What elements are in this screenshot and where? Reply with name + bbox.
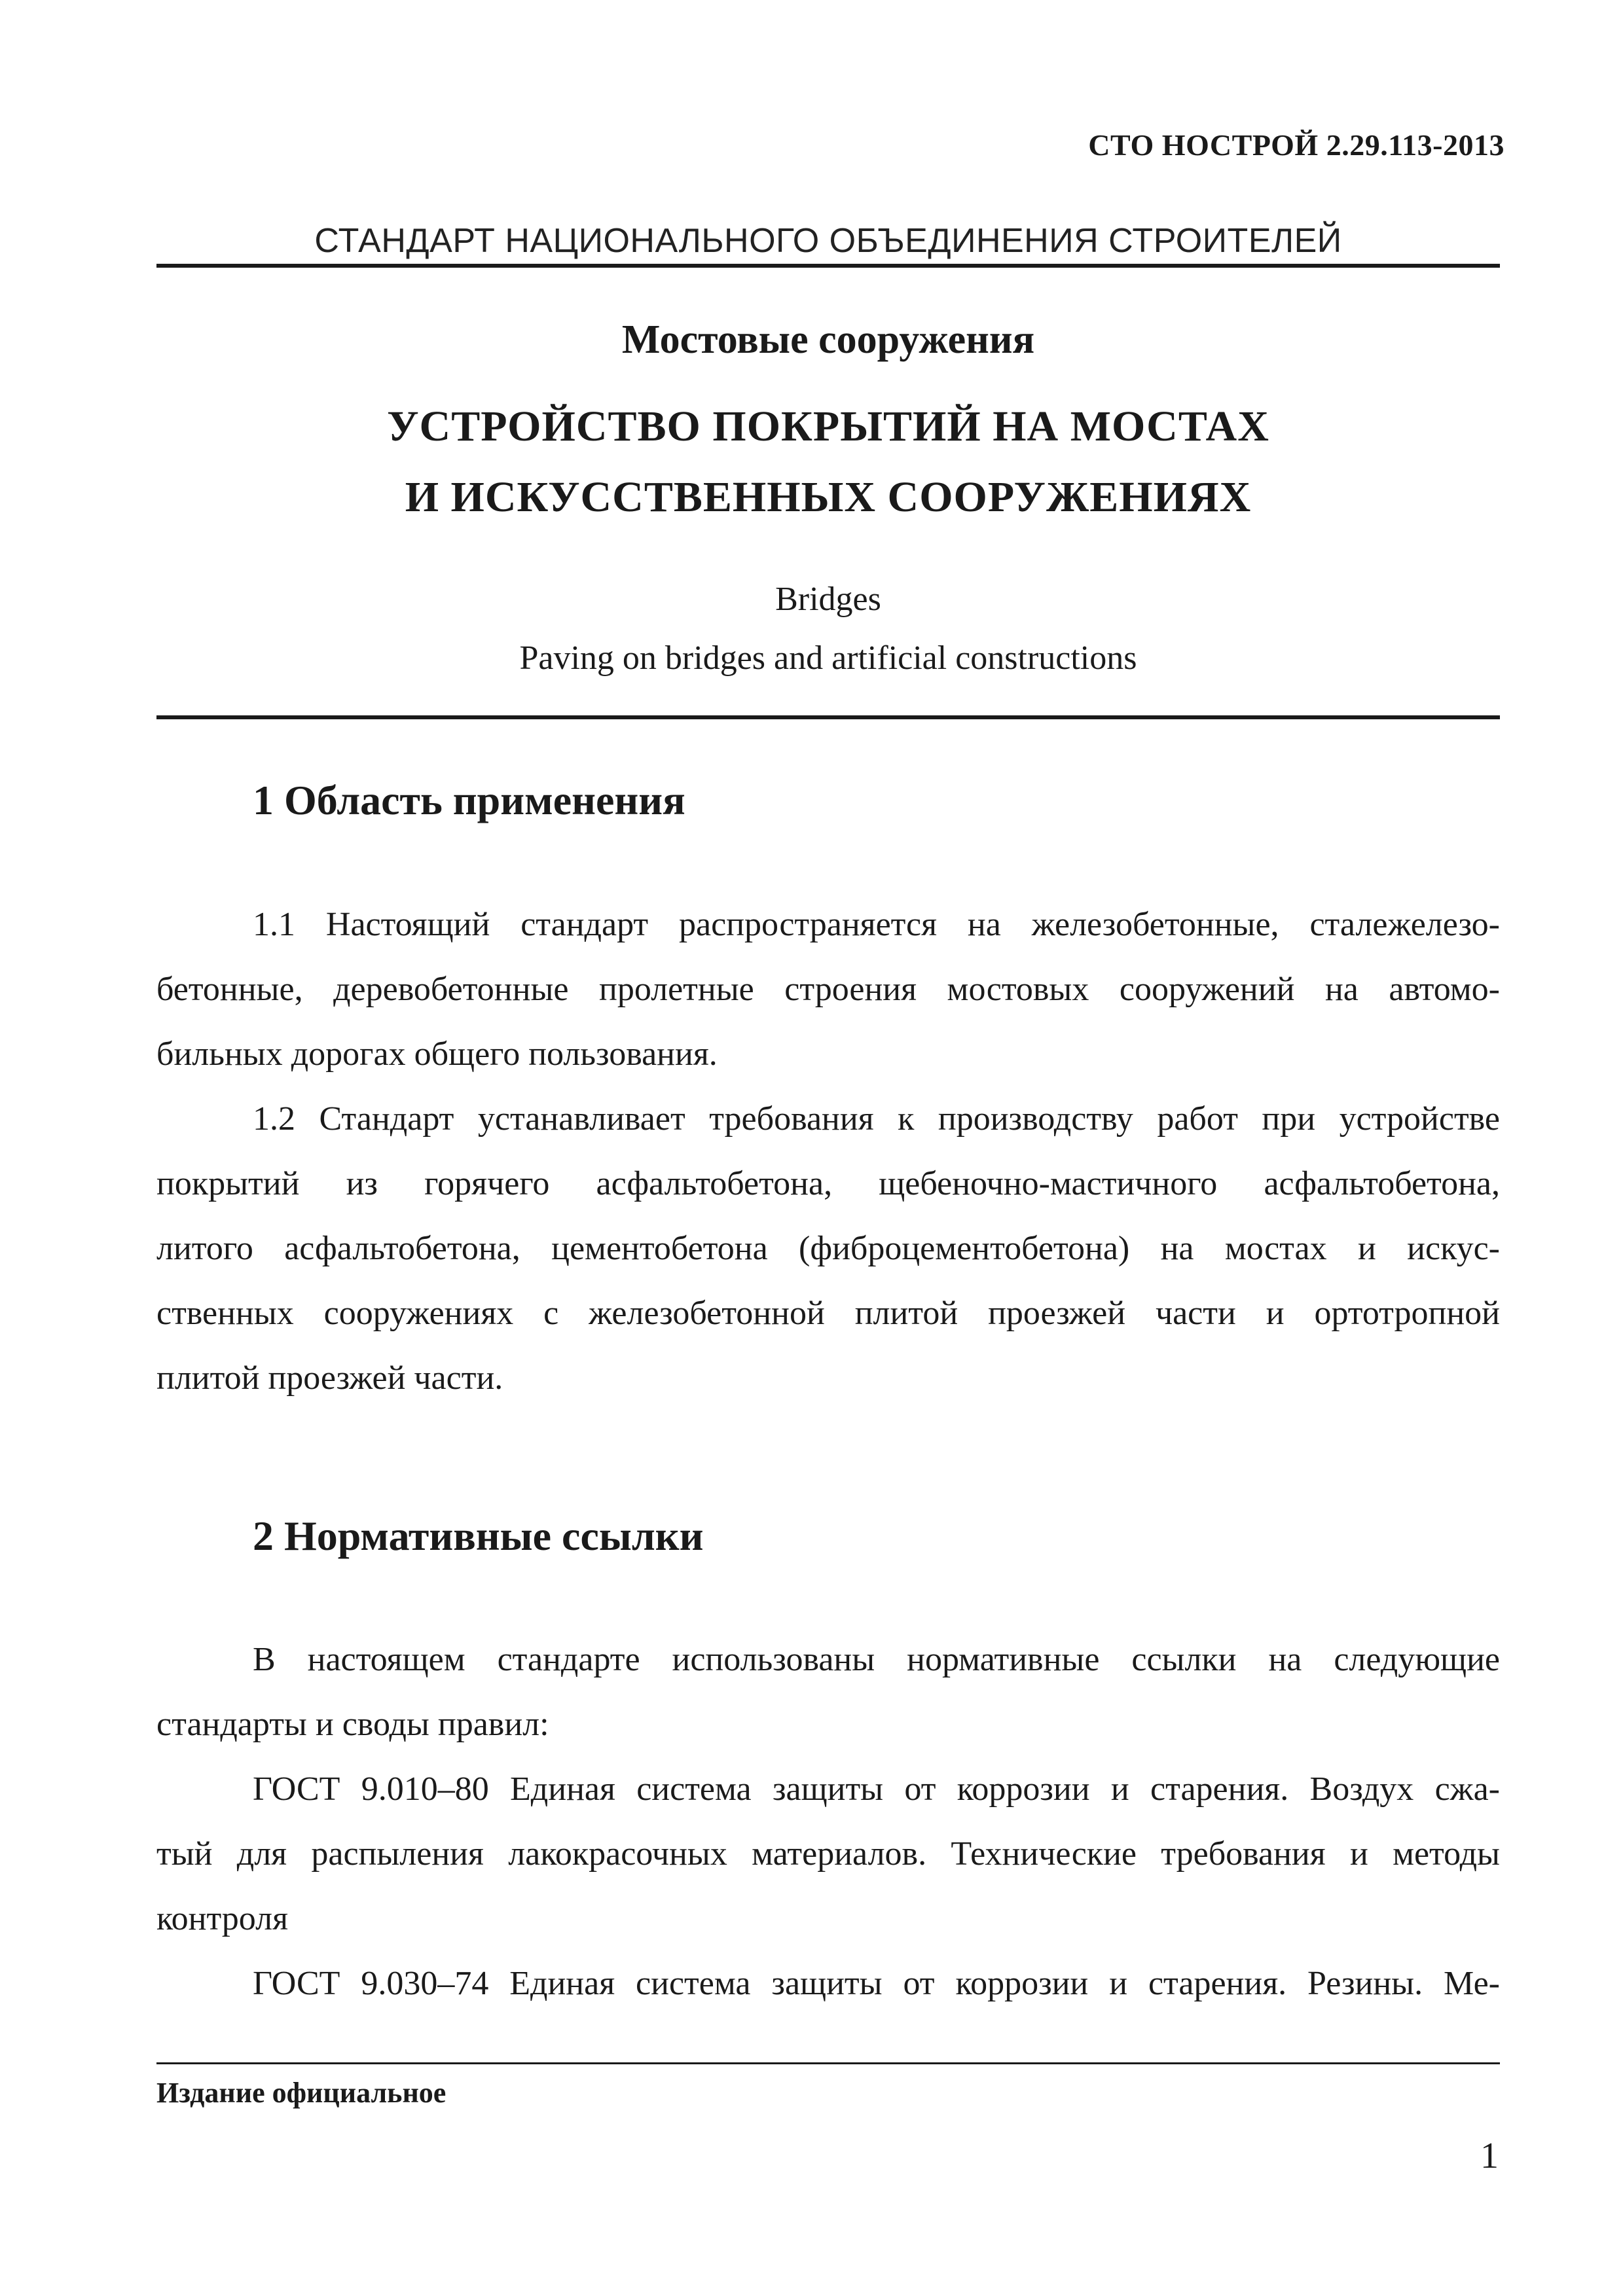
- reference-gost-9-030: [156, 1951, 1500, 2016]
- reference-gost-9-010: [156, 1757, 1500, 1951]
- header-divider: [156, 264, 1500, 268]
- text-line: контроля: [156, 1900, 288, 1937]
- standard-code: СТО НОСТРОЙ 2.29.113-2013: [1088, 128, 1504, 162]
- text-line: бетонные, деревобетонные пролетные строения мостовых сооружений на автомо-: [156, 971, 1500, 1008]
- paragraph-2-intro: [156, 1627, 1500, 1757]
- text-line: тый для распыления лакокрасочных материалов. Технические требования и методы: [156, 1835, 1500, 1873]
- section-heading-scope: 1 Область применения: [253, 777, 685, 823]
- edition-note: Издание официальное: [156, 2077, 447, 2109]
- text-line: стандарты и своды правил:: [156, 1706, 549, 1743]
- text-line: ственных сооружениях с железобетонной плитой проезжей части и ортотропной: [156, 1295, 1500, 1332]
- text-line: ГОСТ 9.010–80 Единая система защиты от коррозии и старения. Воздух сжа-: [253, 1770, 1500, 1808]
- document-title-line-2: И ИСКУССТВЕННЫХ СООРУЖЕНИЯХ: [405, 473, 1252, 521]
- paragraph-1-1: [156, 892, 1500, 1086]
- text-line: ГОСТ 9.030–74 Единая система защиты от коррозии и старения. Резины. Ме-: [253, 1965, 1500, 2002]
- document-title-line-1: УСТРОЙСТВО ПОКРЫТИЙ НА МОСТАХ: [387, 403, 1269, 450]
- title-divider: [156, 715, 1500, 719]
- text-line: 1.2 Стандарт устанавливает требования к производству работ при устройстве: [253, 1100, 1500, 1138]
- footer-divider: [156, 2062, 1500, 2064]
- text-line: литого асфальтобетона, цементобетона (фиброцементобетона) на мостах и искус-: [156, 1230, 1500, 1267]
- organization-title: СТАНДАРТ НАЦИОНАЛЬНОГО ОБЪЕДИНЕНИЯ СТРОИТЕЛЕЙ: [314, 222, 1342, 260]
- english-title-line-1: Bridges: [775, 581, 881, 618]
- text-line: бильных дорогах общего пользования.: [156, 1035, 718, 1073]
- english-title-line-2: Paving on bridges and artificial constructions: [519, 639, 1137, 677]
- paragraph-1-2: [156, 1086, 1500, 1410]
- text-line: 1.1 Настоящий стандарт распространяется на железобетонные, сталежелезо-: [253, 906, 1500, 943]
- text-line: В настоящем стандарте использованы нормативные ссылки на следующие: [253, 1641, 1500, 1678]
- page-number: 1: [1480, 2136, 1499, 2176]
- section-heading-references: 2 Нормативные ссылки: [253, 1513, 704, 1559]
- text-line: плитой проезжей части.: [156, 1359, 503, 1397]
- text-line: покрытий из горячего асфальтобетона, щебеночно-мастичного асфальтобетона,: [156, 1165, 1500, 1202]
- document-subtitle: Мостовые сооружения: [621, 317, 1035, 362]
